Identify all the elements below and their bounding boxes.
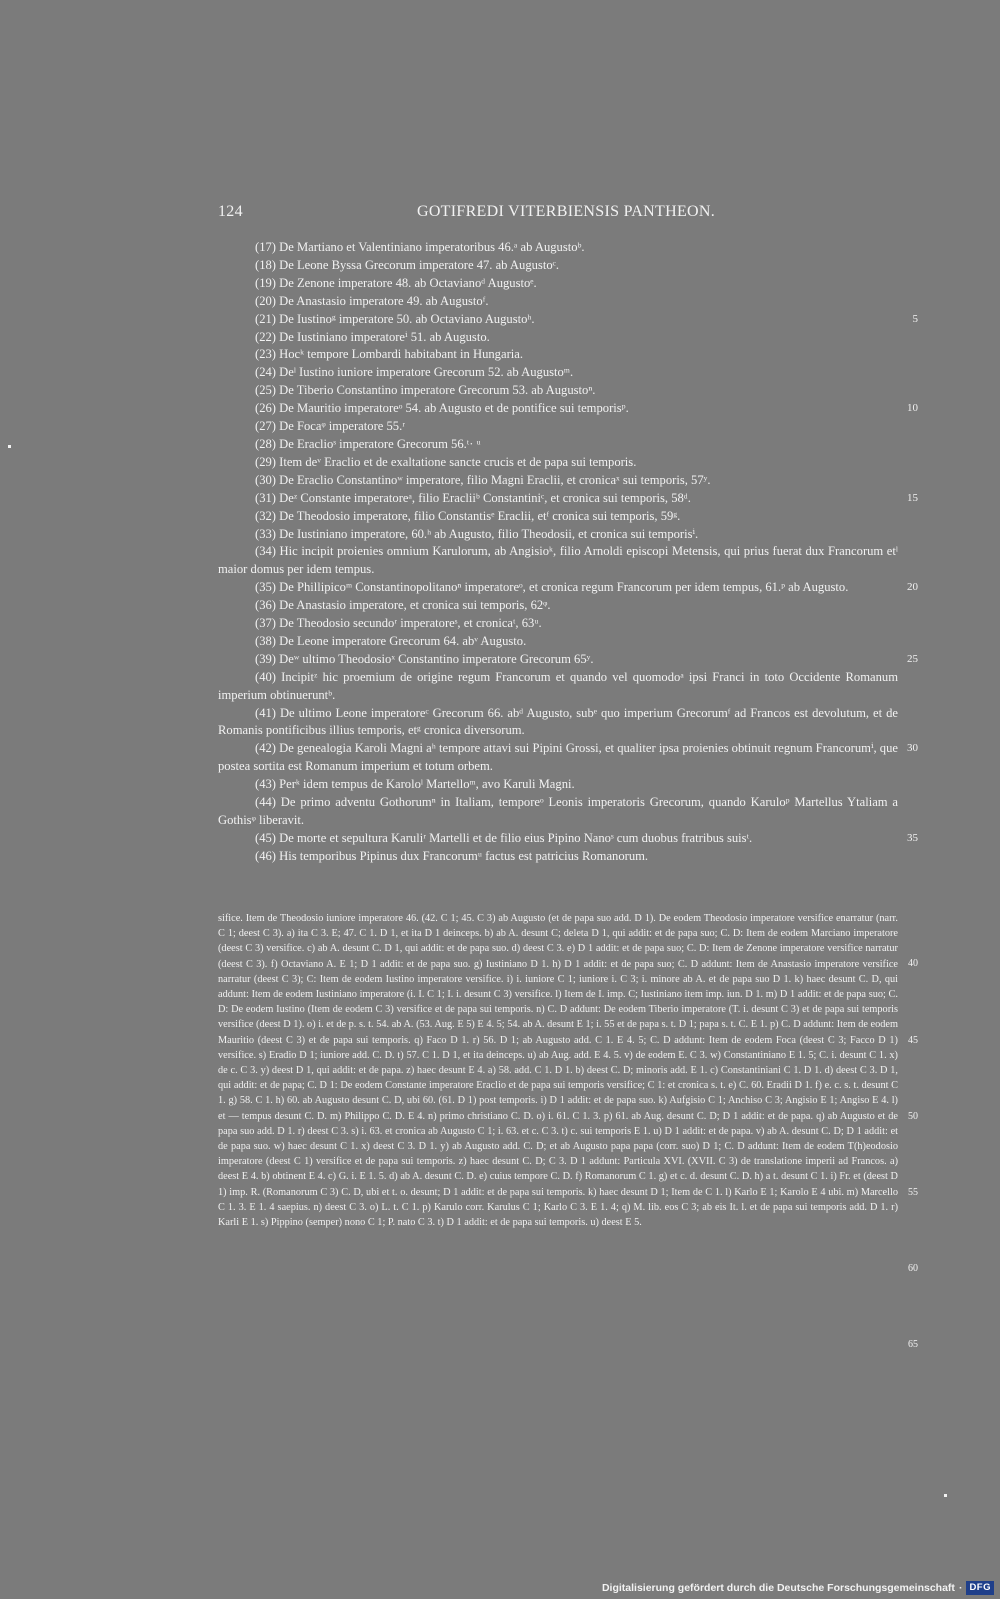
- entry-line: [218, 526, 898, 544]
- entry-line: [218, 329, 898, 347]
- margin-line-number: 30: [907, 742, 918, 755]
- margin-line-number: 15: [907, 491, 918, 504]
- entry-text: (32) De Theodosio imperatore, filio Constantisᵉ Eraclii, etᶠ cronica sui temporis, 59ᵍ.: [255, 508, 681, 523]
- entry-text: (24) Deˡ Iustino iuniore imperatore Grecorum 52. ab Augustoᵐ.: [255, 365, 574, 380]
- entry-text: (40) Incipitᶻ hic proemium de origine regum Francorum et quando vel quomodoᵃ ipsi Franci in toto Occidente Romanum imperium obtinueruntᵇ.: [218, 669, 898, 702]
- margin-line-number: 25: [907, 652, 918, 665]
- entry-text: (36) De Anastasio imperatore, et cronica sui temporis, 62ᵠ.: [255, 598, 551, 613]
- margin-line-number: 5: [912, 312, 918, 325]
- entry-text: (38) De Leone imperatore Grecorum 64. abᵛ Augusto.: [255, 633, 527, 648]
- credit-text: Digitalisierung gefördert durch die Deutsche Forschungsgemeinschaft: [601, 1582, 955, 1594]
- scan-speck: [944, 1494, 947, 1497]
- apparatus-notes: [218, 911, 918, 1350]
- entry-line: [218, 830, 918, 848]
- entry-text: (42) De genealogia Karoli Magni aʰ tempore attavi sui Pipini Grossi, et qualiter ipsa proienies obtinuit regnum Francorumⁱ, que postea sortita est Romanum imperium et totum orbem.: [218, 741, 898, 774]
- entry-line: [218, 346, 898, 364]
- entry-line: [218, 543, 898, 579]
- entry-text: (20) De Anastasio imperatore 49. ab Augustoᶠ.: [255, 293, 489, 308]
- entry-text: (28) De Eraclioˢ imperatore Grecorum 56.ᵗ· ᵘ: [255, 436, 481, 451]
- margin-line-number: 40: [908, 958, 918, 969]
- entry-line: [218, 848, 898, 866]
- dfg-logo: DFG: [966, 1581, 994, 1595]
- page-header: [218, 203, 914, 227]
- entry-text: (29) Item deᵛ Eraclio et de exaltatione sancte crucis et de papa sui temporis.: [255, 454, 637, 469]
- entry-line: [218, 705, 898, 741]
- margin-line-number: 65: [908, 1339, 918, 1350]
- entry-text: (46) His temporibus Pipinus dux Francorumᵘ factus est patricius Romanorum.: [255, 848, 649, 863]
- margin-line-number: 55: [908, 1187, 918, 1198]
- entry-line: [218, 490, 918, 508]
- entry-text: (26) De Mauritio imperatoreᵒ 54. ab Augusto et de pontifice sui temporisᵖ.: [255, 401, 629, 416]
- entry-text: (23) Hocᵏ tempore Lombardi habitabant in Hungaria.: [255, 347, 524, 362]
- margin-line-number: 35: [907, 831, 918, 844]
- entry-line: [218, 257, 898, 275]
- entry-line: [218, 311, 918, 329]
- entry-line: [218, 436, 898, 454]
- entry-text: (21) De Iustinoᵍ imperatore 50. ab Octaviano Augustoʰ.: [255, 311, 535, 326]
- margin-line-number: 10: [907, 402, 918, 415]
- entry-text: (17) De Martiano et Valentiniano imperatoribus 46.ᵃ ab Augustoᵇ.: [255, 240, 585, 254]
- entry-text: (18) De Leone Byssa Grecorum imperatore 47. ab Augustoᶜ.: [255, 257, 559, 272]
- margin-line-number: 20: [907, 581, 918, 594]
- entry-line: [218, 472, 898, 490]
- entry-line: [218, 508, 898, 526]
- entry-text: (22) De Iustiniano imperatoreⁱ 51. ab Augusto.: [255, 329, 490, 344]
- note-block: [218, 911, 918, 1350]
- entry-line: [218, 382, 898, 400]
- entry-line: [218, 400, 918, 418]
- running-title: GOTIFREDI VITERBIENSIS PANTHEON.: [416, 203, 716, 220]
- entry-text: (37) De Theodosio secundoʳ imperatoreˢ, et cronicaᵗ, 63ᵘ.: [255, 616, 542, 631]
- entry-line: [218, 776, 898, 794]
- entry-line: [218, 669, 898, 705]
- entry-line: [218, 579, 918, 597]
- digitization-credit: Digitalisierung gefördert durch die Deutsche Forschungsgemeinschaft · DFG: [598, 1580, 994, 1596]
- entry-text: (34) Hic incipit proienies omnium Karulorum, ab Angisioᵏ, filio Arnoldi episcopi Metensis, qui prius fuerat dux Francorum etˡ maior domus per idem tempus.: [218, 544, 898, 577]
- entry-text: (25) De Tiberio Constantino imperatore Grecorum 53. ab Augustoⁿ.: [255, 383, 596, 398]
- entry-text: (39) Deʷ ultimo Theodosioˣ Constantino imperatore Grecorum 65ʸ.: [255, 651, 594, 666]
- page-number: 124: [218, 203, 243, 220]
- entry-line: [218, 633, 898, 651]
- scan-speck: [8, 445, 11, 448]
- entry-line: [218, 418, 898, 436]
- entry-text: (44) De primo adventu Gothorumⁿ in Italiam, temporeᵒ Leonis imperatoris Grecorum, quando Karuloᵖ Martellus Ytaliam a Gothisᵠ liberavit.: [218, 795, 898, 827]
- entry-text: (19) De Zenone imperatore 48. ab Octavianoᵈ Augustoᵉ.: [255, 275, 537, 290]
- entry-text: (30) De Eraclio Constantinoʷ imperatore, filio Magni Eraclii, et cronicaˣ sui temporis, 57ʸ.: [255, 472, 711, 487]
- entry-line: [218, 597, 898, 615]
- entry-line: [218, 615, 898, 633]
- margin-line-number: 45: [908, 1035, 918, 1046]
- entry-text: (27) De Focaᵠ imperatore 55.ʳ: [255, 419, 405, 434]
- entry-line: [218, 794, 898, 830]
- entry-line: [218, 275, 898, 293]
- entry-line: [218, 454, 898, 472]
- entry-text: (31) Deᶻ Constante imperatoreᵃ, filio Eracliiᵇ Constantiniᶜ, et cronica sui temporis, 58ᵈ.: [255, 490, 691, 505]
- entry-text: (35) De Phillipicoᵐ Constantinopolitanoⁿ imperatoreᵒ, et cronica regum Francorum per idem tempus, 61.ᵖ ab Augusto.: [255, 580, 849, 595]
- entry-line: [218, 364, 898, 382]
- main-text: [218, 239, 918, 866]
- note-text: sifice. Item de Theodosio iuniore imperatore 46. (42. C 1; 45. C 3) ab Augusto (et de papa suo add. D 1). De eodem Theodosio imperatore versifice enarratur (narr. C 1; deest C 3). a) ita C 3. E; 47. C 1. D 1, et ita D 1 deinceps. b) ab A. desunt C; deleta D 1, qui addit: et de papa suo; C. D: Item de eodem Marciano imperatore (deest C 3) versifice. c) ab A. desunt C. D 1, qui addit: et de papa suo. d) deest C 3. e) D 1 addit: et de papa suo; C. D: Item de Zenone imperatore versifice narratur (deest C 3). f) Octaviano A. E 1; D 1 addit: et de papa suo. g) Iustiniano D 1. h) D 1 addit: et de papa suo; C. D addunt: Item de Anastasio imperatore versifice narratur (deest C 3); C: Item de eodem Iustino imperatore versifice. i) i. iuniore C 1; iuniore i. C 3; i. minore ab A. et de papa suo D 1. k) haec desunt C. D, qui addunt: Item de eodem Iustiniano imperatore (i. I. C 1; I. i. desunt C 3) versifice. l) Item de I. imp. C; Iustiniano item imp. iun. D 1. m) D 1 addit: et de papa suo; C. D: De eodem Iustino (Item de eodem C 3) versifice et de papa sui temporis. n) C. D addunt: De eodem Tiberio imperatore (T. i. desunt C 3) et de papa sui temporis versifice (deest D 1). o) i. et de p. s. t. 54. ab A. (53. Aug. E 5) E 4. 5; 54. ab A. desunt E 1; i. 55 et de papa s. t. D 1; papa s. t. C. E 1. p) C. D addunt: Item de eodem Mauritio (deest C 3) et de papa sui temporis. q) Faco D 1. r) 56. D 1; ab Augusto add. C 1. E 4. 5; C. D addunt: Item de eodem Foca (deest C 3; Facco D 1) versifice. s) Eradio D 1; iuniore add. C. D. t) 57. C 1. D 1, et ita deinceps. u) ab Aug. add. E 4. 5. v) de eodem E. C 3. w) Constantiniano E 1. 5; C. i. desunt C 1. x) de c. C 3. y) deest D 1, qui addit: et de papa. z) haec desunt E 4. a) 58. add. C 1. D 1. b) deest C. D; minoris add. E 1. c) Constantiniani C 1. D 1. d) deest C 3. D 1, qui addit: et de papa; C. D 1: De eodem Constante imperatore Eraclio et de papa sui temporis versifice; C 1: et cronica s. t. e) C. 60. Eradii D 1. f) e. c. s. t. desunt C 1. g) 58. C 1. h) 60. ab Augusto desunt C. D, ubi 60. (61. D 1) post temporis. i) D 1 addit: et de papa suo. k) Aufgisio C 1; Anchiso C 3; Angisio E 1; Angiso E 4. l) et — tempus desunt C. D. m) Philippo C. D. E 4. n) primo christiano C. D. o) i. 61. C 1. 3. p) 61. ab Aug. desunt C. D; D 1 addit: et de papa. q) ab Augusto et de papa suo add. D 1. r) deest C 3. s) i. 63. et cronica ab Augusto C 1; i. 63. et c. C 3. t) c. sui temporis E 1. u) D 1 addit: et de papa. v) ab A. desunt C. D; D 1 addit: et de papa suo. w) haec desunt C 1. x) deest C 3. D 1. y) ab Augusto add. C. D; et ab Augusto papa papa (corr. suo) D 1; C. D addunt: Item de eodem T(h)eodosio imperatore (deest C 1) versifice et de papa sui temporis. z) haec desunt C. D; C 3. D 1 addunt: Particula XVI. (XVII. C 3) de translatione imperii ad Francos. a) deest E 4. b) obtinent E 4. c) G. i. E 1. 5. d) ab A. desunt C. D. e) cuius tempore C. D. f) Romanorum C 1. g) et c. d. desunt C. D. h) a t. desunt C 1. i) Fr. et (deest D 1) imp. R. (Romanorum C 3) C. D, ubi et t. o. desunt; D 1 addit: et de papa sui temporis. k) haec desunt D 1; Item de C 1. l) Karlo E 1; Karolo E 4 ubi. m) Marcello C 1. 3. E 1. 4 saepius. n) deest C 3. o) L. t. C 1. p) Karulo corr. Karulus C 1; Karlo C 3. E 1. 4; q) M. lib. eos C 3; ab eis It. l. et de papa sui temporis add. D 1. r) Karli E 1. s) Pippino (semper) nono C 1; P. nato C 3. t) D 1 addit: et de papa sui temporis. u) deest E 5.: [218, 913, 898, 1229]
- entry-text: (33) De Iustiniano imperatore, 60.ʰ ab Augusto, filio Theodosii, et cronica sui temporisⁱ.: [255, 526, 699, 541]
- entry-line: [218, 740, 918, 776]
- entry-line: [218, 651, 918, 669]
- entry-text: (41) De ultimo Leone imperatoreᶜ Grecorum 66. abᵈ Augusto, subᵉ quo imperium Grecorumᶠ ad Francos est devolutum, et de Romanis pontificibus illius temporis, etᵍ cronica diversorum.: [218, 705, 898, 738]
- entry-text: (45) De morte et sepultura Karuliʳ Martelli et de filio eius Pipino Nanoˢ cum duobus fratribus suisᵗ.: [255, 830, 753, 845]
- entry-text: (43) Perᵏ idem tempus de Karoloˡ Martelloᵐ, avo Karuli Magni.: [255, 777, 575, 792]
- margin-line-number: 50: [908, 1111, 918, 1122]
- entry-line: [218, 293, 898, 311]
- margin-line-number: 60: [908, 1263, 918, 1274]
- entry-line: [218, 239, 898, 257]
